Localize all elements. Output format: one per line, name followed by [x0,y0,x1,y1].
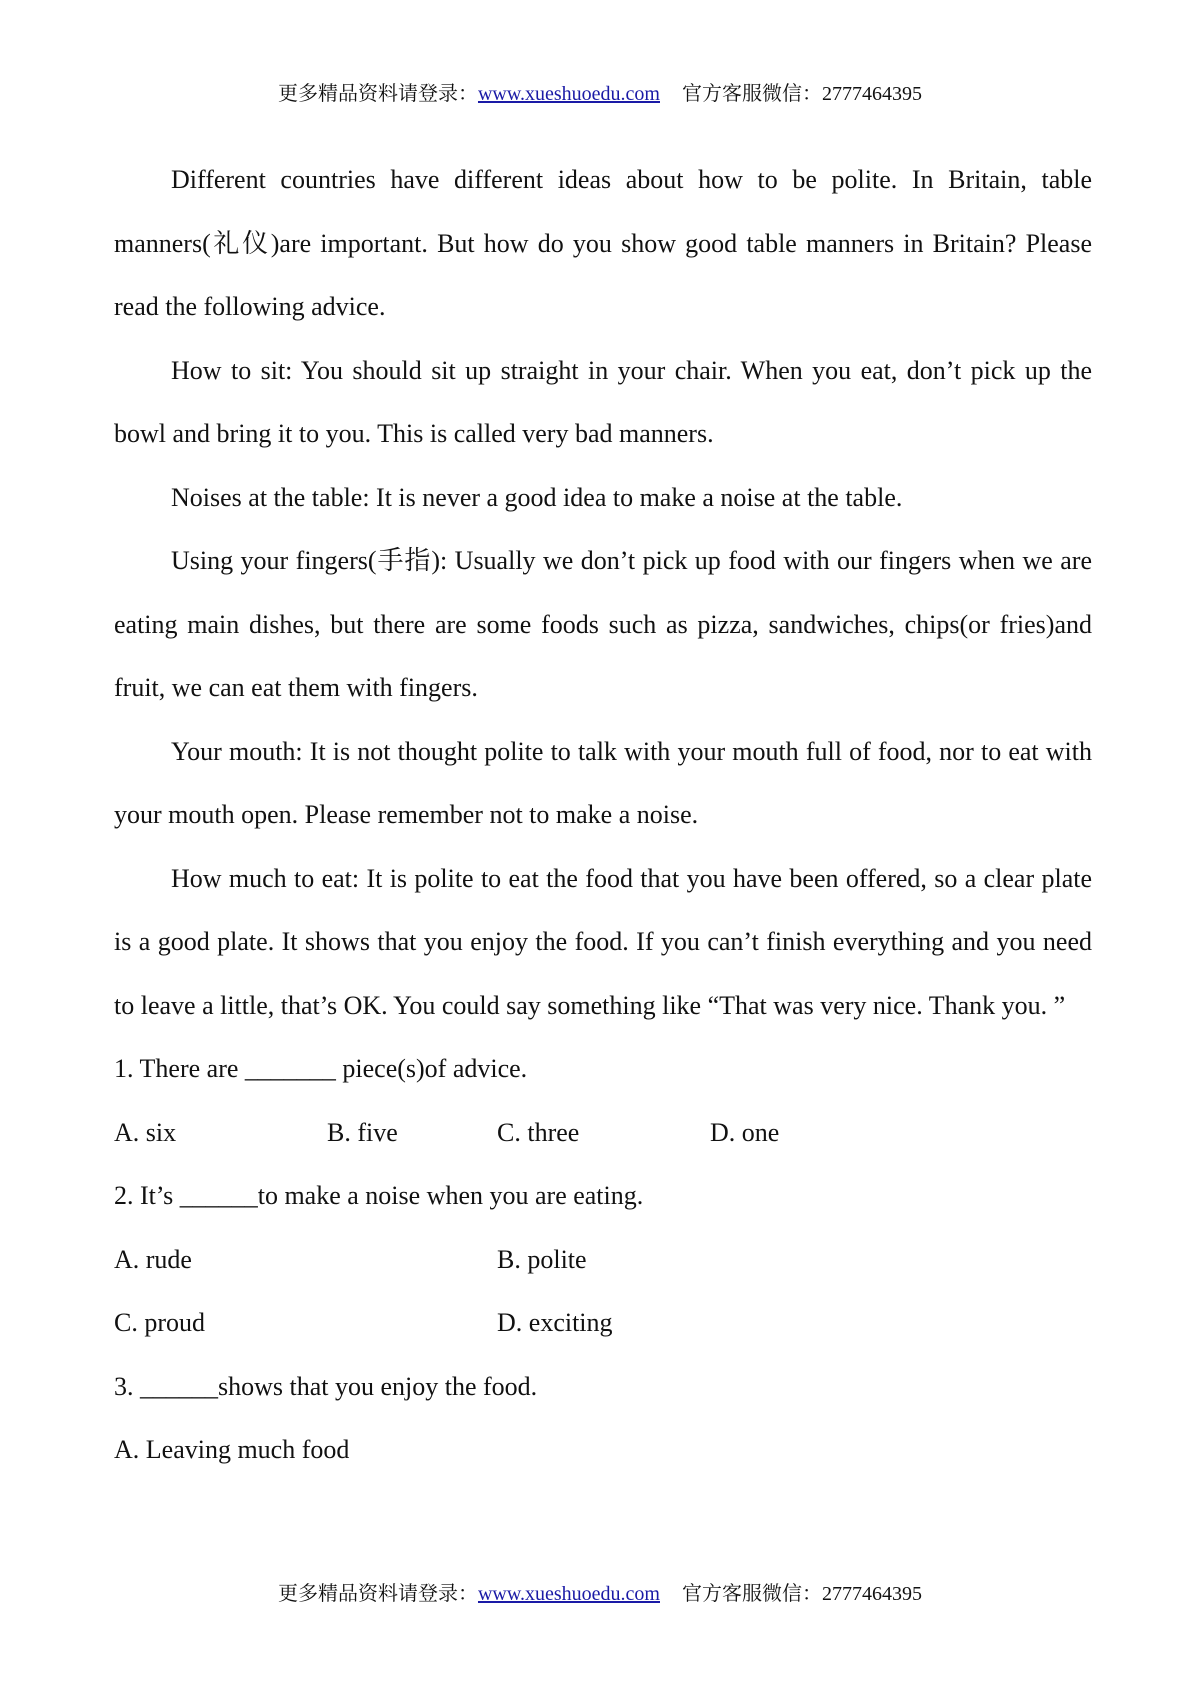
question-2-option-a: A. rude [114,1244,192,1274]
header-link[interactable]: www.xueshuoedu.com [477,83,660,105]
header-service: 官方客服微信：2777464395 [682,83,922,105]
passage-paragraph-3: Noises at the table: It is never a good idea to make a noise at the table. [171,482,903,512]
question-2-option-b: B. polite [497,1244,587,1274]
question-1-option-c: C. three [497,1117,580,1147]
passage-paragraph-1: Different countries have different ideas about how to be polite. In Britain, table manners(礼仪)are important. But how do you show good table manners in Britain? Please read the following advice. [114,165,1092,321]
question-1-stem: 1. There are _______ piece(s)of advice. [114,1054,528,1083]
page-footer [0,1582,1200,1606]
question-3-option-a: A. Leaving much food [114,1435,350,1464]
question-3-stem: 3. ______shows that you enjoy the food. [114,1371,538,1401]
passage-paragraph-4: Using your fingers(手指): Usually we don’t pick up food with our fingers when we are eating main dishes, but there are some foods such as pizza, sandwiches, chips(or fries)and fruit, we can eat them with fingers. [114,546,1092,702]
question-1-option-a: A. six [114,1117,177,1147]
footer-label: 更多精品资料请登录： [277,1583,478,1605]
header-label: 更多精品资料请登录： [277,83,478,105]
passage-paragraph-6: How much to eat: It is polite to eat the food that you have been offered, so a clear plate is a good plate. It shows that you enjoy the food. If you can’t finish everything and you need to leave a little, that’s OK. You could say something like “That was very nice. Thank you. ” [114,863,1092,1020]
question-2-options-row-1 [114,1228,1092,1292]
footer-link[interactable]: www.xueshuoedu.com [477,1583,660,1605]
passage-paragraph-2: How to sit: You should sit up straight in your chair. When you eat, don’t pick up the bowl and bring it to you. This is called very bad manners. [114,355,1092,448]
question-1-option-d: D. one [710,1117,780,1147]
passage-paragraph-5: Your mouth: It is not thought polite to talk with your mouth full of food, nor to eat with your mouth open. Please remember not to make a noise. [114,736,1092,829]
question-2-stem: 2. It’s ______to make a noise when you are eating. [114,1181,644,1210]
question-2-options-row-2 [114,1291,1092,1355]
question-1-options [114,1101,1092,1165]
document-body [114,148,1092,1482]
question-1-option-b: B. five [327,1117,398,1147]
footer-service: 官方客服微信：2777464395 [682,1583,922,1605]
question-2-option-c: C. proud [114,1308,205,1337]
question-2-option-d: D. exciting [497,1308,613,1337]
page-header [0,82,1200,106]
